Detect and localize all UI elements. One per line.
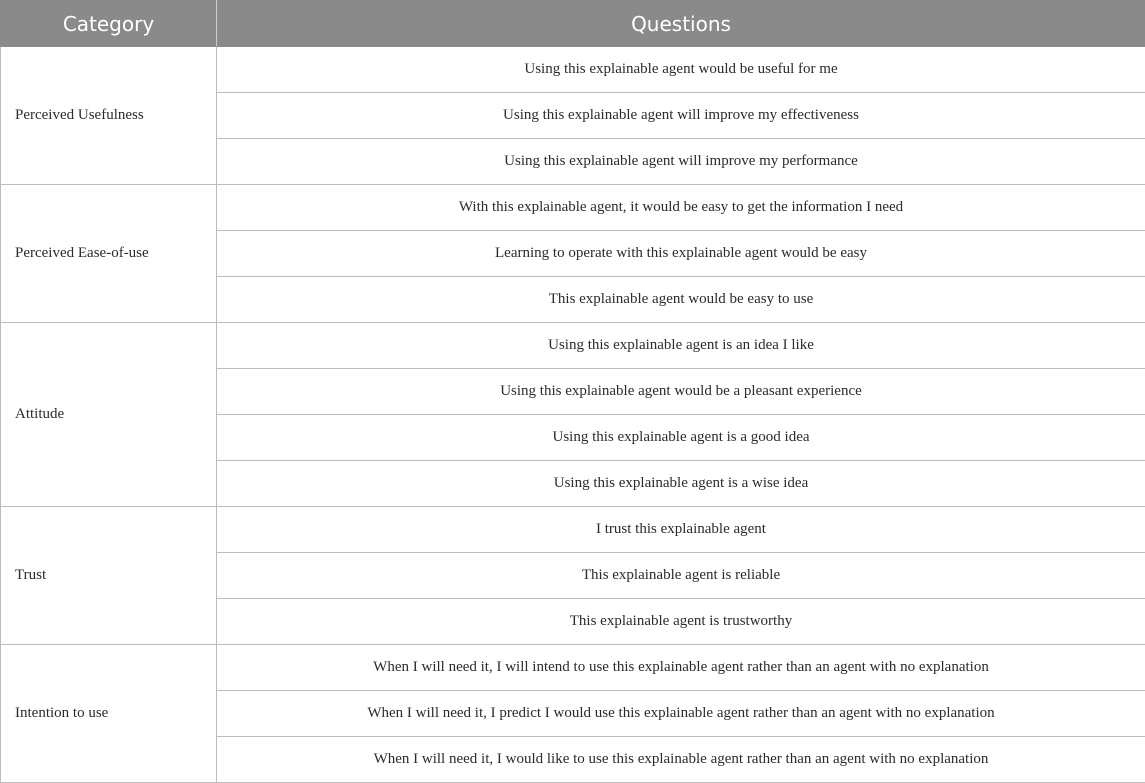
category-cell: Perceived Ease-of-use [1,185,217,323]
question-cell: Using this explainable agent is a wise idea [217,461,1145,507]
question-cell: Using this explainable agent would be a pleasant experience [217,369,1145,415]
header-category: Category [1,1,217,47]
question-cell: Learning to operate with this explainable agent would be easy [217,231,1145,277]
question-cell: This explainable agent is trustworthy [217,599,1145,645]
question-cell: Using this explainable agent is a good idea [217,415,1145,461]
question-cell: Using this explainable agent will improve my performance [217,139,1145,185]
header-questions: Questions [217,1,1145,47]
question-cell: This explainable agent is reliable [217,553,1145,599]
question-cell: With this explainable agent, it would be easy to get the information I need [217,185,1145,231]
question-cell: Using this explainable agent would be useful for me [217,47,1145,93]
question-cell: When I will need it, I will intend to use this explainable agent rather than an agent with no explanation [217,645,1145,691]
category-cell: Perceived Usefulness [1,47,217,185]
category-cell: Attitude [1,323,217,507]
question-cell: Using this explainable agent will improve my effectiveness [217,93,1145,139]
category-cell: Intention to use [1,645,217,783]
question-cell: When I will need it, I predict I would use this explainable agent rather than an agent with no explanation [217,691,1145,737]
question-cell: Using this explainable agent is an idea I like [217,323,1145,369]
table-body [1,47,1145,783]
table-row [1,323,1145,369]
table-row [1,507,1145,553]
table-row [1,47,1145,93]
table-row [1,645,1145,691]
question-cell: I trust this explainable agent [217,507,1145,553]
table-row [1,185,1145,231]
category-cell: Trust [1,507,217,645]
question-cell: When I will need it, I would like to use this explainable agent rather than an agent with no explanation [217,737,1145,783]
header-row [1,1,1145,47]
question-cell: This explainable agent would be easy to use [217,277,1145,323]
